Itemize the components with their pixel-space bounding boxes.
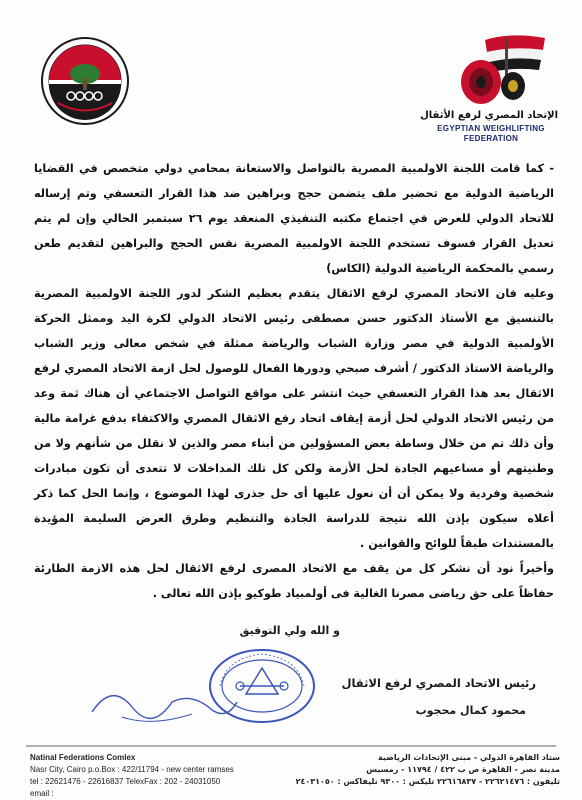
paragraph-2: وعليه فان الاتحاد المصري لرفع الاثقال يتقدم بعظيم الشكر لدور اللجنة الاولمبية المصرية بالتنسيق مع الأستاذ الدكتور حسن مصطفى رئيس الاتحاد الدولي لكرة اليد وممثل الحركة الأولمبية الدولية في مصر وزارة الشباب والرياضة ممثلة في شخص معالى وزير الشباب والرياضة الاستاذ الدكتور / أشرف صبحي ودورها الفعال للوصول لحل ازمة الاتحاد المصري لرفع الاثقال بعد هذا القرار التعسفي حيث انتشر على مواقع التواصل الاجتماعي أن هناك ثمة وعد من رئيس الاتحاد الدولي لحل أزمة إيقاف اتحاد رفع الاثقال المصري والاكتفاء بدفع غرامة مالية وأن ذلك تم من خلال وساطة بعض المسؤولين من أبناء مصر والذين لا نقلل من شأنهم ولا من وطنيتهم أو مساعيهم الجادة لحل الأزمة ولكن كل تلك المداخلات لا تتعدى أن تكون مبادرات شخصية وفردية ولا يمكن أن أن نعول عليها أى حل جذرى لهذا الموضوع ، وإنما الحل كما ذكر أعلاه سيكون بإذن الله نتيجة للدراسة الجادة والتنظيم وطرق العرض السليمة المؤيدة بالمستندات طبقاً للوائح والقوانين . bbox=[34, 287, 554, 550]
footer-en-line: Nasr City, Cairo p.o.Box : 422/11794 - new center ramses bbox=[30, 765, 234, 774]
footer-en-line: tel : 22621476 - 22616837 TelexFax : 202 - 24031050 bbox=[30, 777, 221, 786]
svg-text:◆◆◆◆◆◆◆: ◆◆◆◆◆◆◆ bbox=[71, 113, 99, 119]
federation-name-english-line2: FEDERATION bbox=[463, 134, 519, 143]
footer-ar-line: ستاد القاهرة الدولي - مبنى الإتحادات الرياضية bbox=[378, 753, 560, 762]
olympic-committee-logo-icon bbox=[40, 36, 130, 126]
footer-address-arabic bbox=[290, 752, 560, 788]
footer-ar-line: مدينة نصر - القاهرة ص ب ٤٢٢ / ١١٧٩٤ - رمسيس bbox=[366, 765, 560, 774]
footer-en-line: Natinal Federations Comlex bbox=[30, 753, 136, 762]
paragraph-1: - كما قامت اللجنة الاولمبية المصرية بالتواصل والاستعانة بمحامي دولي متخصص في القضايا الرياضية الدولية مع تحضير ملف يتضمن حجج وبراهين ضد هذا القرار التعسفي وتم إرساله للاتحاد الدولي للعرض في اجتماع مكتبه التنفيذي المنعقد يوم ٢٦ سبتمبر الحالي وإن لم يتم تعديل القرار فسوف تستخدم اللجنة الاولمبية المصرية نفس الحجج والبراهين لتقديم طعن رسمي بالمحكمة الرياضية الدولية (الكاس) bbox=[34, 162, 554, 275]
signatory-title: رئيس الاتحاد المصري لرفع الاثقال bbox=[341, 676, 536, 690]
footer-ar-line: تليفون : ٢٢٦٢١٤٧٦ - ٢٢٦١٦٨٣٧ تليكس : ٩٣٠٠ تليفاكس : ٢٤٠٣١٠٥٠ bbox=[295, 777, 560, 786]
footer-divider bbox=[26, 745, 556, 747]
closing-phrase: و الله ولي التوفيق bbox=[239, 624, 340, 637]
signatory-name: محمود كمال محجوب bbox=[415, 704, 526, 717]
footer-address-english bbox=[30, 752, 310, 800]
footer-en-line: email : bbox=[30, 789, 54, 798]
weightlifting-federation-logo-icon bbox=[455, 30, 550, 110]
handwritten-signature-icon bbox=[82, 672, 242, 732]
federation-name-english-line1: EGYPTIAN WEIGHLIFTING bbox=[437, 124, 545, 133]
letter-body bbox=[34, 156, 554, 606]
federation-name-english bbox=[425, 124, 557, 144]
federation-name-arabic: الإتحاد المصري لرفع الأثقال bbox=[420, 110, 558, 121]
paragraph-3: وأخيراً نود أن نشكر كل من يقف مع الاتحاد المصرى لرفع الاثقال لحل هذه الازمة الطارئة حفاظاً على حق رياضى مصرنا الغالية فى أولمبياد طوكيو بإذن الله تعالى . bbox=[34, 562, 554, 600]
